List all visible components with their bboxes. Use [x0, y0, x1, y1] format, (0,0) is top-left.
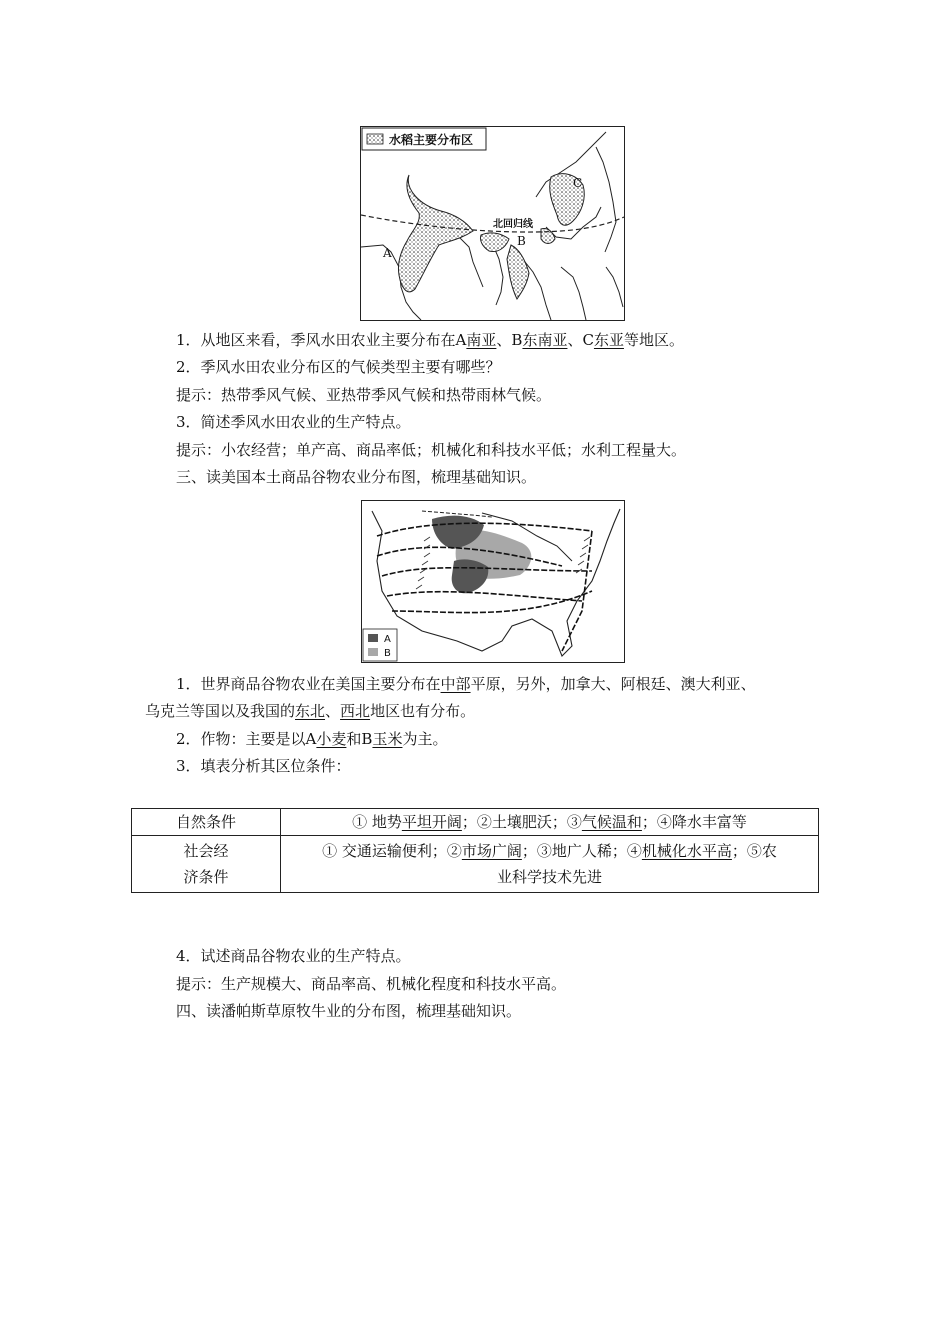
legend-label-b: B: [384, 648, 391, 659]
answer-northwest: 西北: [340, 702, 371, 720]
grain-p2: 2．作物：主要是以A小麦和B玉米为主。: [176, 730, 448, 748]
us-map-legend: [363, 629, 397, 661]
answer-corn: 玉米: [372, 730, 403, 748]
label-natural: 自然条件: [132, 809, 281, 836]
grain-p1a: 1．世界商品谷物农业在美国主要分布在中部平原，另外，加拿大、阿根廷、澳大利亚、: [176, 675, 756, 693]
answer-flat-open: 平坦开阔: [401, 813, 462, 831]
section-heading-4: 四、读潘帕斯草原牧牛业的分布图，梳理基础知识。: [176, 1002, 522, 1020]
region-label-b: B: [517, 234, 526, 248]
answer-south-asia: 南亚: [466, 331, 497, 349]
legend-label: 水稻主要分布区: [389, 133, 474, 147]
rice-a2: 提示：热带季风气候、亚热带季风气候和热带雨林气候。: [176, 386, 552, 404]
region-label-c: C: [573, 176, 583, 190]
answer-wide-market: 市场广阔: [461, 842, 522, 860]
rice-q2: 2．季风水田农业分布区的气候类型主要有哪些？: [176, 358, 501, 376]
conditions-table: [131, 808, 819, 893]
table-row: [132, 836, 819, 893]
rice-distribution-map: [360, 126, 625, 321]
section-heading-3: 三、读美国本土商品谷物农业分布图，梳理基础知识。: [176, 468, 537, 486]
answer-central: 中部: [440, 675, 471, 693]
table-row: [132, 809, 819, 836]
value-socioeconomic: ① 交通运输便利；②市场广阔；③地广人稀；④机械化水平高；⑤农 业科学技术先进: [281, 836, 819, 893]
legend-label-a: A: [384, 634, 391, 645]
answer-northeast: 东北: [295, 702, 326, 720]
region-label-a: A: [383, 246, 392, 260]
rice-q3: 3．简述季风水田农业的生产特点。: [176, 413, 411, 431]
label-socioeconomic: 社会经 济条件: [132, 836, 281, 893]
value-natural: ① 地势平坦开阔；②土壤肥沃；③气候温和；④降水丰富等: [281, 809, 819, 836]
grain-q4: 4．试述商品谷物农业的生产特点。: [176, 947, 411, 965]
grain-a4: 提示：生产规模大、商品率高、机械化程度和科技水平高。: [176, 975, 567, 993]
answer-high-mechanization: 机械化水平高: [641, 842, 732, 860]
answer-mild-climate: 气候温和: [581, 813, 642, 831]
answer-wheat: 小麦: [316, 730, 347, 748]
answer-southeast-asia: 东南亚: [522, 331, 568, 349]
map-legend: [362, 128, 486, 150]
legend-swatch-b: [368, 648, 378, 656]
rice-a3: 提示：小农经营；单产高、商品率低；机械化和科技水平低；水利工程量大。: [176, 441, 687, 459]
answer-east-asia: 东亚: [593, 331, 624, 349]
tropic-label: 北回归线: [493, 219, 533, 230]
us-grain-map: [361, 500, 625, 663]
grain-p3: 3．填表分析其区位条件：: [176, 757, 351, 775]
rice-q1: 1．从地区来看，季风水田农业主要分布在A南亚、B东南亚、C东亚等地区。: [176, 331, 684, 349]
legend-swatch-a: [368, 634, 378, 642]
grain-p1b: 乌克兰等国以及我国的东北、西北地区也有分布。: [145, 702, 476, 720]
